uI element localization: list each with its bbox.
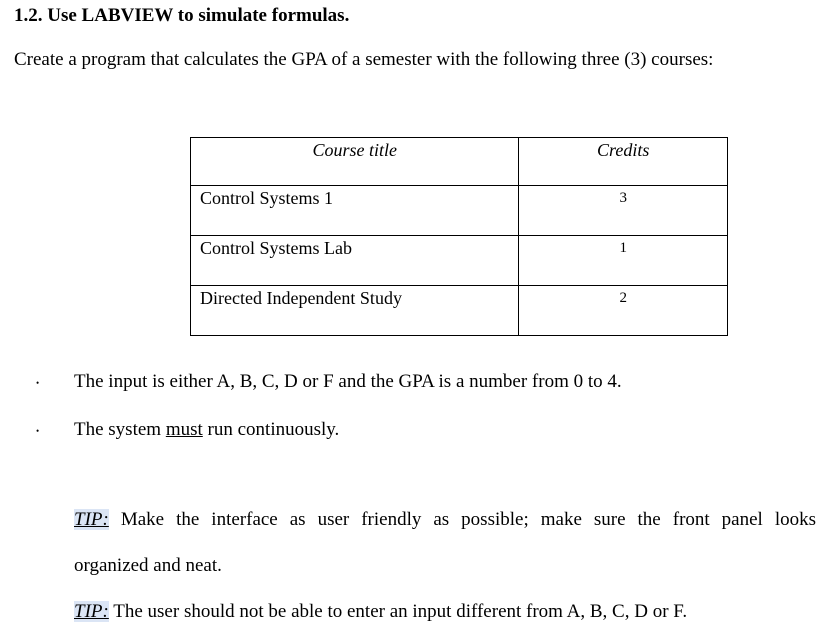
tip-interface-continuation: organized and neat. <box>74 555 222 576</box>
bullet-icon: • <box>36 426 40 436</box>
tip-input-validation <box>74 601 687 623</box>
intro-paragraph: Create a program that calculates the GPA of a semester with the following three (3) courses: <box>14 49 714 70</box>
table-row <box>191 286 728 336</box>
tip-text: Make the interface as user friendly as possible; make sure the front panel looks <box>120 509 816 530</box>
bullet-icon: • <box>36 378 40 388</box>
table-row <box>191 186 728 236</box>
course-title-cell: Control Systems Lab <box>191 236 519 286</box>
header-course-title: Course title <box>191 138 519 186</box>
courses-table <box>190 137 728 336</box>
section-heading: 1.2. Use LABVIEW to simulate formulas. <box>14 5 350 26</box>
course-title-cell: Directed Independent Study <box>191 286 519 336</box>
credits-cell: 2 <box>519 286 728 336</box>
header-credits: Credits <box>519 138 728 186</box>
table-row <box>191 236 728 286</box>
tip-label: TIP: <box>74 601 109 622</box>
credits-cell: 1 <box>519 236 728 286</box>
bullet-text-pre: The system <box>74 419 166 440</box>
table-header-row <box>191 138 728 186</box>
course-title-cell: Control Systems 1 <box>191 186 519 236</box>
tip-label: TIP: <box>74 509 109 530</box>
bullet-text: The input is either A, B, C, D or F and the GPA is a number from 0 to 4. <box>74 371 622 392</box>
tip-text: The user should not be able to enter an input different from A, B, C, D or F. <box>113 601 688 622</box>
bullet-text-post: run continuously. <box>202 419 340 440</box>
tip-interface <box>74 509 816 531</box>
bullet-text <box>74 419 339 441</box>
emphasis-must: must <box>165 419 203 440</box>
credits-cell: 3 <box>519 186 728 236</box>
